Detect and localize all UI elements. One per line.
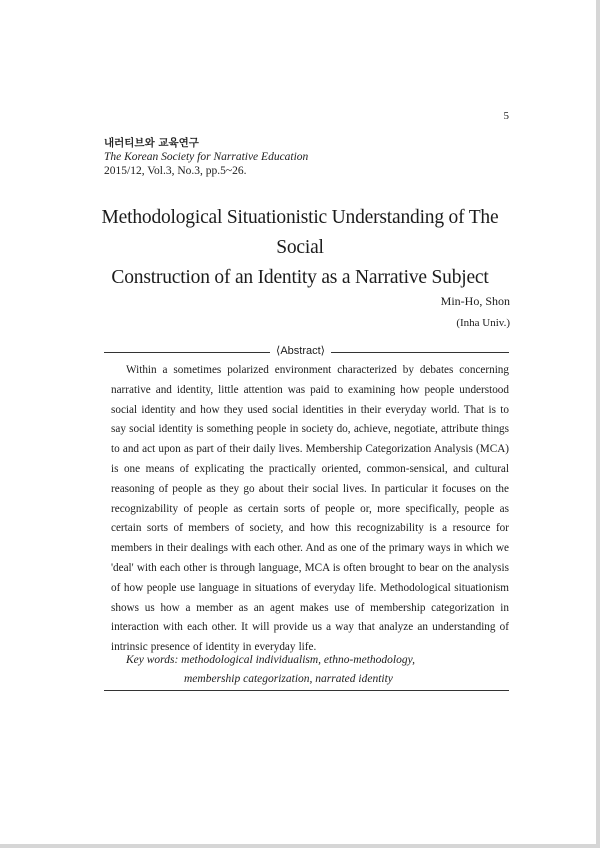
- abstract-bottom-rule: [104, 690, 509, 691]
- journal-citation: 2015/12, Vol.3, No.3, pp.5~26.: [104, 165, 247, 177]
- abstract-text: Within a sometimes polarized environment characterized by debates concerning narrative and identity, little attention was paid to examining how people understood social identity and how they used social identities in their everyday world. That is to say social identity is something people in society do, achieve, negotiate, attribute things to and act upon as part of their daily lives. Membership Categorization Analysis (MCA) is one means of explicating the practically oriented, common-sensical, and cultural reasoning of people as they go about their social lives. In particular it focuses on the recognizability of people as certain sorts of people or, more specifically, people as certain sorts of members of society, and how this recognizability is a resource for members in their dealings with each other. And as one of the primary ways in which we 'deal' with each other is through language, MCA is often brought to bear on the analysis of how people use language in situations of everyday life. Methodological situationism shows us how a member as an agent makes use of membership categorization in interaction with each other. It will provide us a way that analyze an understanding of intrinsic presence of identity in everyday life.: [111, 364, 509, 654]
- journal-info: [104, 136, 308, 178]
- paper-title-line-1: Methodological Situationistic Understanding of The Social: [101, 207, 499, 258]
- keywords-line-2: membership categorization, narrated identity: [184, 673, 393, 685]
- journal-english-title: The Korean Society for Narrative Education: [104, 151, 309, 163]
- paper-title: [80, 203, 520, 293]
- page-edge-bottom: [0, 844, 600, 848]
- keywords: [126, 651, 509, 689]
- author-block: [380, 290, 510, 334]
- author-affiliation: (Inha Univ.): [456, 317, 510, 329]
- paper-title-line-2: Construction of an Identity as a Narrative Subject: [111, 267, 489, 288]
- abstract-rule-right: [331, 352, 509, 353]
- page-number: 5: [503, 110, 509, 122]
- abstract-rule-left: [104, 352, 270, 353]
- journal-korean-title: 내러티브와 교육연구: [104, 137, 199, 149]
- page-edge-right: [596, 0, 600, 848]
- abstract-heading: ⟨Abstract⟩: [276, 345, 325, 357]
- keywords-line-1: Key words: methodological individualism, ethno-methodology,: [126, 654, 415, 666]
- author-name: Min-Ho, Shon: [440, 294, 510, 308]
